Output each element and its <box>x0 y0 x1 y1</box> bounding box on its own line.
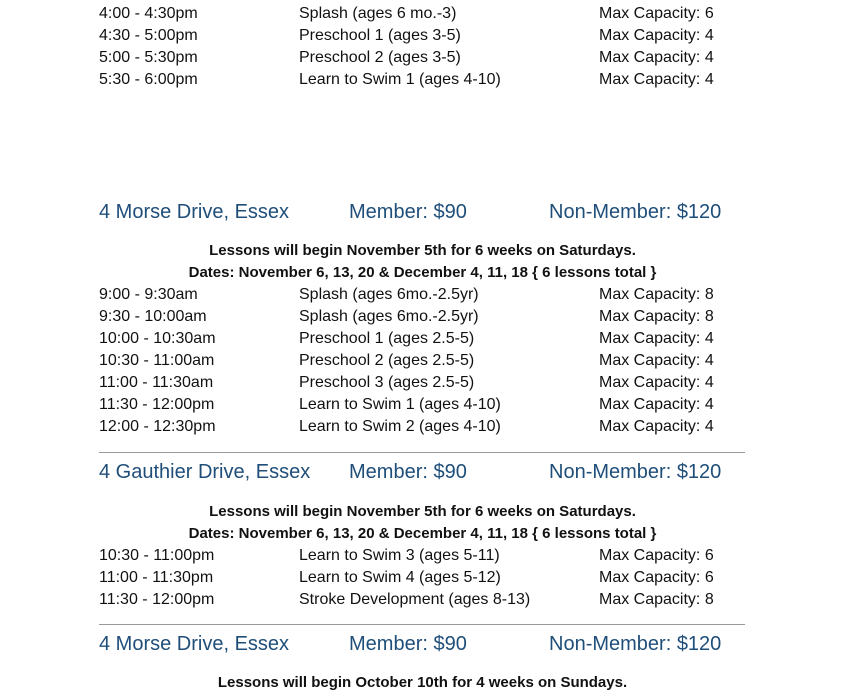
class-cell: Splash (ages 6mo.-2.5yr) <box>299 286 479 303</box>
time-cell: 5:30 - 6:00pm <box>99 71 198 88</box>
schedule-row <box>0 69 845 91</box>
lesson-start-note: Lessons will begin November 5th for 6 weeks on Saturdays. <box>209 242 636 259</box>
capacity-cell: Max Capacity: 6 <box>599 547 714 564</box>
capacity-cell: Max Capacity: 8 <box>599 591 714 608</box>
lesson-dates-note: Dates: November 6, 13, 20 & December 4, 11, 18 { 6 lessons total } <box>188 525 657 542</box>
class-cell: Stroke Development (ages 8-13) <box>299 591 531 608</box>
nonmember-price: Non-Member: $120 <box>549 633 722 655</box>
time-cell: 10:30 - 11:00am <box>99 352 215 369</box>
schedule-row <box>0 47 845 69</box>
section-divider <box>99 452 745 453</box>
class-cell: Learn to Swim 1 (ages 4-10) <box>299 396 501 413</box>
schedule-row <box>0 567 845 589</box>
schedule-row <box>0 394 845 416</box>
class-cell: Learn to Swim 3 (ages 5-11) <box>299 547 500 564</box>
location-name: 4 Gauthier Drive, Essex <box>99 461 311 483</box>
schedule-row <box>0 284 845 306</box>
class-cell: Preschool 3 (ages 2.5-5) <box>299 374 475 391</box>
lesson-start-note: Lessons will begin October 10th for 4 weeks on Sundays. <box>217 674 628 691</box>
member-price: Member: $90 <box>349 201 467 223</box>
location-header <box>0 197 845 227</box>
schedule-row <box>0 545 845 567</box>
time-cell: 10:00 - 10:30am <box>99 330 216 347</box>
capacity-cell: Max Capacity: 4 <box>599 330 714 347</box>
class-cell: Learn to Swim 4 (ages 5-12) <box>299 569 501 586</box>
time-cell: 5:00 - 5:30pm <box>99 49 198 66</box>
schedule-row <box>0 589 845 611</box>
schedule-row <box>0 372 845 394</box>
class-cell: Preschool 1 (ages 2.5-5) <box>299 330 475 347</box>
section-divider <box>99 624 745 625</box>
schedule-row <box>0 328 845 350</box>
class-cell: Preschool 1 (ages 3-5) <box>299 27 461 44</box>
capacity-cell: Max Capacity: 8 <box>599 308 714 325</box>
schedule-row <box>0 25 845 47</box>
schedule-row <box>0 416 845 438</box>
capacity-cell: Max Capacity: 4 <box>599 396 714 413</box>
class-cell: Learn to Swim 1 (ages 4-10) <box>299 71 501 88</box>
time-cell: 4:30 - 5:00pm <box>99 27 198 44</box>
schedule-row <box>0 306 845 328</box>
member-price: Member: $90 <box>349 633 467 655</box>
capacity-cell: Max Capacity: 4 <box>599 418 714 435</box>
schedule-row <box>0 3 845 25</box>
nonmember-price: Non-Member: $120 <box>549 201 722 223</box>
class-cell: Preschool 2 (ages 3-5) <box>299 49 461 66</box>
time-cell: 12:00 - 12:30pm <box>99 418 216 435</box>
lesson-dates-note: Dates: November 6, 13, 20 & December 4, 11, 18 { 6 lessons total } <box>188 264 657 281</box>
class-cell: Preschool 2 (ages 2.5-5) <box>299 352 475 369</box>
time-cell: 4:00 - 4:30pm <box>99 5 198 22</box>
member-price: Member: $90 <box>349 461 467 483</box>
capacity-cell: Max Capacity: 4 <box>599 374 714 391</box>
time-cell: 10:30 - 11:00pm <box>99 547 215 564</box>
capacity-cell: Max Capacity: 8 <box>599 286 714 303</box>
schedule-row <box>0 350 845 372</box>
nonmember-price: Non-Member: $120 <box>549 461 722 483</box>
time-cell: 11:00 - 11:30pm <box>99 569 214 586</box>
time-cell: 9:30 - 10:00am <box>99 308 207 325</box>
location-header <box>0 457 845 487</box>
time-cell: 9:00 - 9:30am <box>99 286 198 303</box>
class-cell: Splash (ages 6 mo.-3) <box>299 5 457 22</box>
time-cell: 11:30 - 12:00pm <box>99 591 215 608</box>
capacity-cell: Max Capacity: 4 <box>599 352 714 369</box>
capacity-cell: Max Capacity: 4 <box>599 27 714 44</box>
time-cell: 11:00 - 11:30am <box>99 374 214 391</box>
location-name: 4 Morse Drive, Essex <box>99 633 290 655</box>
class-cell: Splash (ages 6mo.-2.5yr) <box>299 308 479 325</box>
location-header <box>0 629 845 659</box>
capacity-cell: Max Capacity: 4 <box>599 71 714 88</box>
lesson-start-note: Lessons will begin November 5th for 6 weeks on Saturdays. <box>209 503 636 520</box>
capacity-cell: Max Capacity: 4 <box>599 49 714 66</box>
capacity-cell: Max Capacity: 6 <box>599 5 714 22</box>
capacity-cell: Max Capacity: 6 <box>599 569 714 586</box>
location-name: 4 Morse Drive, Essex <box>99 201 290 223</box>
class-cell: Learn to Swim 2 (ages 4-10) <box>299 418 501 435</box>
time-cell: 11:30 - 12:00pm <box>99 396 215 413</box>
